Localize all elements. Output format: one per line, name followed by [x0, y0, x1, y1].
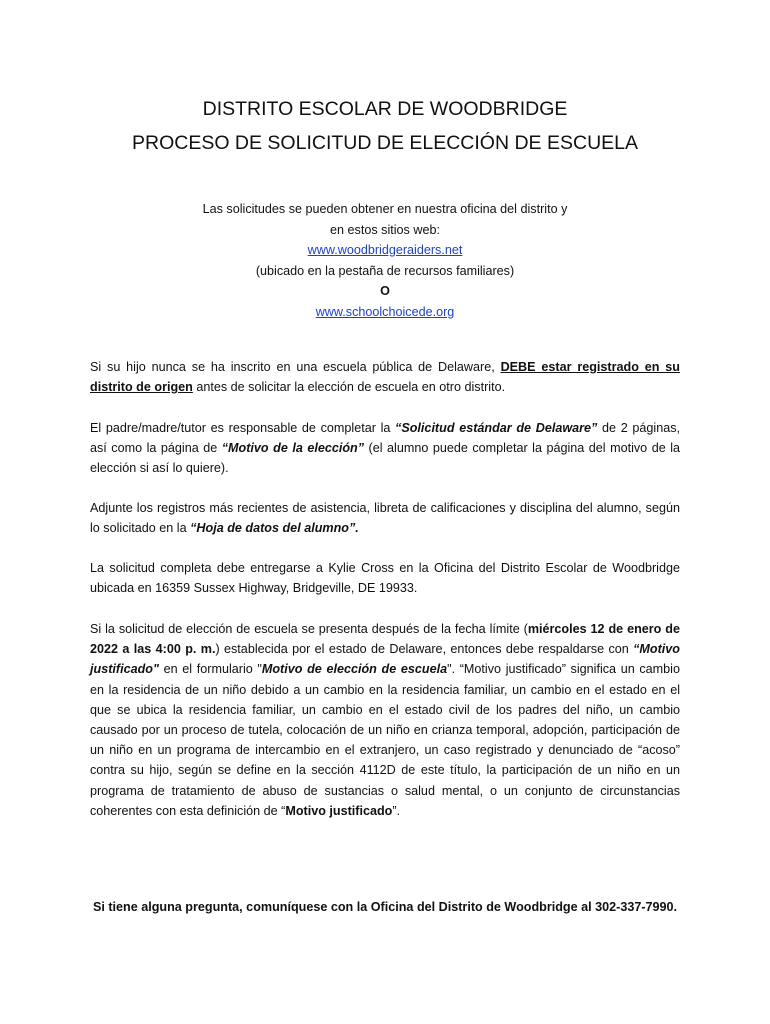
p5-text: Si la solicitud de elección de escuela se presenta después de la fecha límite ( [90, 622, 528, 636]
woodbridgeraiders-link[interactable]: www.woodbridgeraiders.net [307, 243, 463, 257]
p1-text-end: antes de solicitar la elección de escuela en otro distrito. [192, 380, 506, 395]
or-separator: O [380, 284, 390, 298]
p2-standard-application: “Solicitud estándar de Delaware” [395, 421, 598, 435]
paragraph-deadline [90, 619, 680, 821]
paragraph-registration [90, 357, 680, 397]
p2-text-mid: de 2 páginas, así como la página de [90, 421, 680, 456]
p5-definition: ". “Motivo justificado” significa un cambio en la residencia de un niño debido a un cambio en la residencia familiar, un cambio en el estado en el que se ubica la residencia familiar, un cambio en el estado civil de los padres del niño, un cambio causado por un proceso de tutela, colocación de un niño en crianza temporal, adopción, participación de un niño en un programa de intercambio en el extranjero, un caso registrado y denunciado de “acoso” contra su hijo, según se define en la sección 4112D de este título, la participación de un niño en un programa de tratamiento de abuso de sustancias o salud mental, o un conjunto de circunstancias coherentes con esta definición de “ [90, 662, 680, 818]
p2-text-end: (el alumno puede completar la página del motivo de la elección si así lo quiere). [90, 441, 681, 476]
intro-line-3: (ubicado en la pestaña de recursos familiares) [255, 263, 515, 278]
p3-text: Adjunte los registros más recientes de asistencia, libreta de calificaciones y disciplina del alumno, según lo solicitado en la [90, 501, 680, 536]
paragraph-submission: La solicitud completa debe entregarse a Kylie Cross en la Oficina del Distrito Escolar de Woodbridge ubicada en 16359 Sussex Highway, Bridgeville, DE 19933. [90, 561, 680, 596]
p1-text: Si su hijo nunca se ha inscrito en una escuela pública de Delaware, [90, 360, 501, 374]
p5-text-end: ”. [392, 803, 401, 818]
process-title: PROCESO DE SOLICITUD DE ELECCIÓN DE ESCUELA [131, 132, 639, 154]
p1-requirement: DEBE estar registrado en su distrito de origen [90, 360, 680, 395]
intro-line-1: Las solicitudes se pueden obtener en nuestra oficina del distrito y [202, 202, 568, 216]
district-title: DISTRITO ESCOLAR DE WOODBRIDGE [202, 98, 568, 120]
p3-student-data-sheet: “Hoja de datos del alumno”. [190, 521, 359, 536]
p2-reason-page: “Motivo de la elección” [221, 441, 365, 456]
contact-footer: Si tiene alguna pregunta, comuníquese con la Oficina del Distrito de Woodbridge al 302-337-7990. [92, 900, 678, 914]
p5-deadline: miércoles 12 de enero de 2022 a las 4:00 p. m. [90, 622, 680, 657]
p5-good-cause: “Motivo justificado" [90, 642, 680, 677]
p5-text-3: en el formulario " [158, 662, 262, 677]
p2-text: El padre/madre/tutor es responsable de completar la [90, 421, 396, 435]
paragraph-parent-responsibility [90, 418, 680, 479]
p5-text-2: ) establecida por el estado de Delaware, entonces debe respaldarse con [215, 642, 634, 657]
intro-line-2: en estos sitios web: [330, 222, 440, 237]
p5-form-name: Motivo de elección de escuela [261, 662, 448, 677]
p5-good-cause-2: Motivo justificado [285, 803, 393, 818]
intro-block [0, 199, 770, 322]
schoolchoicede-link[interactable]: www.schoolchoicede.org [315, 304, 455, 319]
paragraph-attachments [90, 498, 680, 538]
